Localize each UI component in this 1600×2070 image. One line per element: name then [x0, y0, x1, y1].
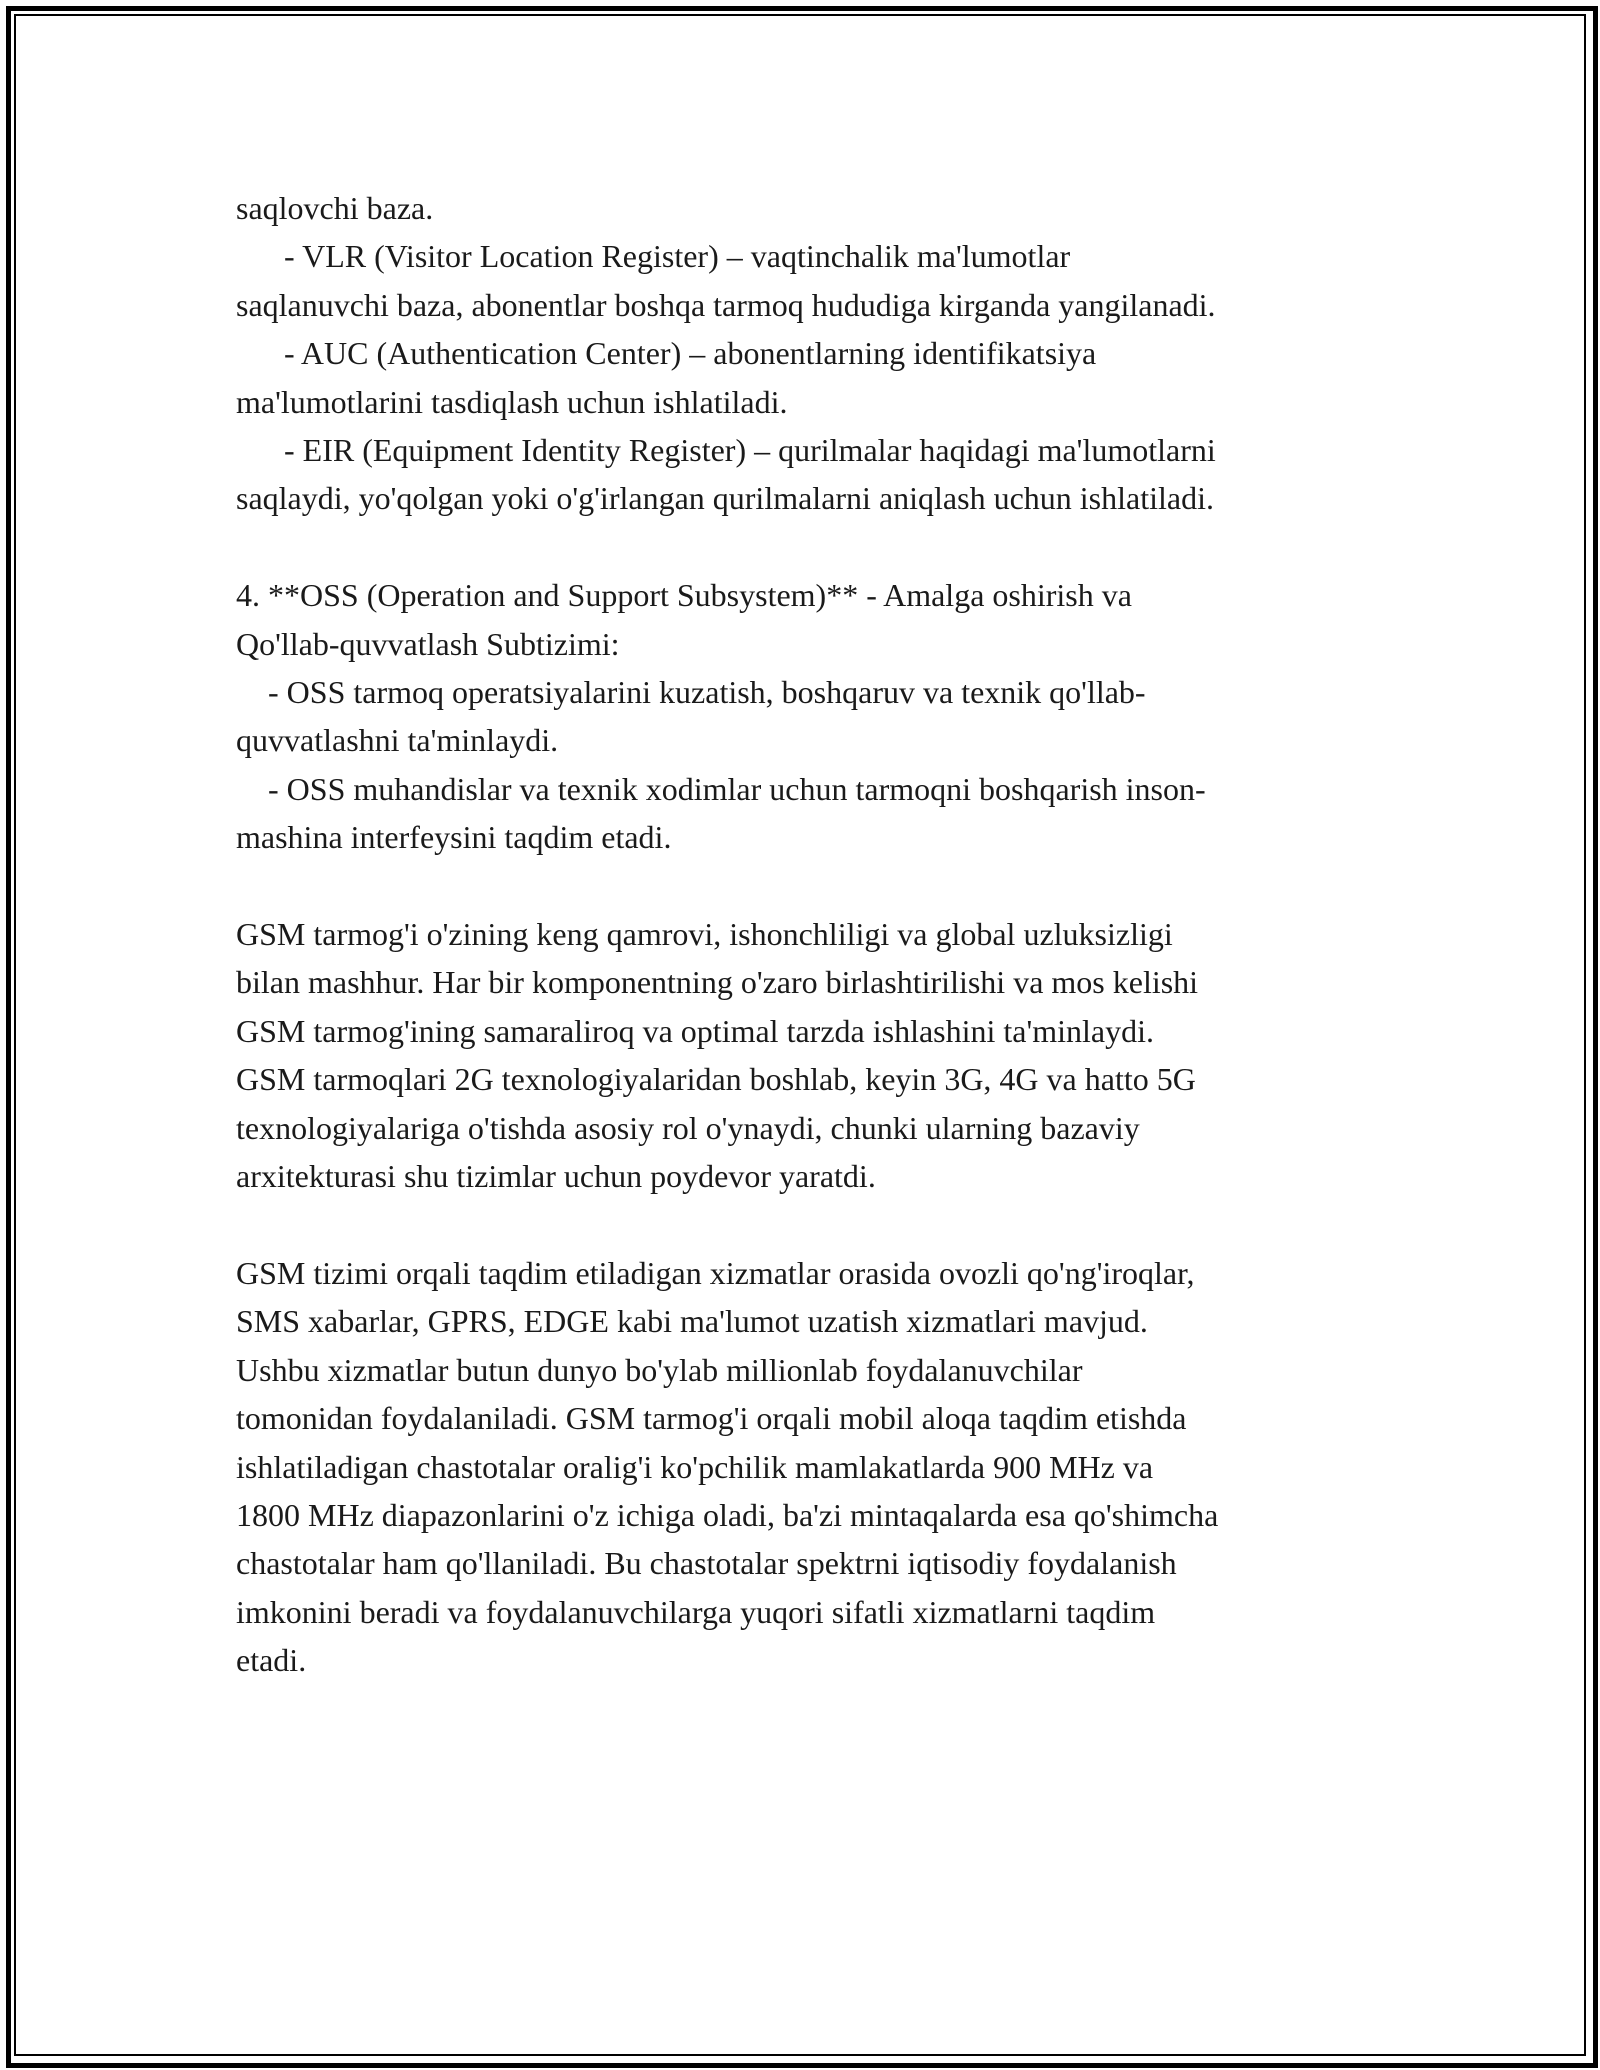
paragraph-line: imkonini beradi va foydalanuvchilarga yuqori sifatli xizmatlarni taqdim: [236, 1593, 1156, 1630]
paragraph-line: GSM tarmog'i o'zining keng qamrovi, ishonchliligi va global uzluksizligi: [236, 916, 1173, 953]
paragraph-line: ishlatiladigan chastotalar oralig'i ko'pchilik mamlakatlarda 900 MHz va: [236, 1448, 1154, 1485]
text-line: Qo'llab-quvvatlash Subtizimi:: [236, 625, 620, 662]
paragraph-line: bilan mashhur. Har bir komponentning o'zaro birlashtirilishi va mos kelishi: [236, 964, 1199, 1001]
text-line: ma'lumotlarini tasdiqlash uchun ishlatiladi.: [236, 383, 788, 420]
paragraph-line: GSM tarmoqlari 2G texnologiyalaridan boshlab, keyin 3G, 4G va hatto 5G: [236, 1061, 1196, 1098]
paragraph-line: arxitekturasi shu tizimlar uchun poydevor yaratdi.: [236, 1158, 876, 1195]
paragraph-line: chastotalar ham qo'llaniladi. Bu chastotalar spektrni iqtisodiy foydalanish: [236, 1545, 1177, 1582]
paragraph-line: texnologiyalariga o'tishda asosiy rol o'ynaydi, chunki ularning bazaviy: [236, 1109, 1140, 1146]
paragraph-line: GSM tizimi orqali taqdim etiladigan xizmatlar orasida ovozli qo'ng'iroqlar,: [236, 1254, 1195, 1291]
paragraph-gap: [236, 862, 1376, 910]
document-body: [236, 184, 1376, 1685]
paragraph-line: Ushbu xizmatlar butun dunyo bo'ylab millionlab foydalanuvchilar: [236, 1351, 1083, 1388]
paragraph-gap: [236, 523, 1376, 571]
oss-heading-line: 4. **OSS (Operation and Support Subsystem)** - Amalga oshirish va: [236, 577, 1132, 614]
text-line: quvvatlashni ta'minlaydi.: [236, 722, 559, 759]
text-line: saqlaydi, yo'qolgan yoki o'g'irlangan qurilmalarni aniqlash uchun ishlatiladi.: [236, 480, 1214, 517]
oss-item-line: - OSS tarmoq operatsiyalarini kuzatish, boshqaruv va texnik qo'llab-: [236, 674, 1146, 711]
text-line: saqlanuvchi baza, abonentlar boshqa tarmoq hududiga kirganda yangilanadi.: [236, 286, 1216, 323]
auc-item-line: - AUC (Authentication Center) – abonentlarning identifikatsiya: [236, 335, 1097, 372]
paragraph-line: GSM tarmog'ining samaraliroq va optimal tarzda ishlashini ta'minlaydi.: [236, 1012, 1155, 1049]
paragraph-gap: [236, 1201, 1376, 1249]
text-line: mashina interfeysini taqdim etadi.: [236, 819, 672, 856]
oss-item-line: - OSS muhandislar va texnik xodimlar uchun tarmoqni boshqarish inson-: [236, 770, 1206, 807]
vlr-item-line: - VLR (Visitor Location Register) – vaqtinchalik ma'lumotlar: [236, 238, 1071, 275]
paragraph-line: 1800 MHz diapazonlarini o'z ichiga oladi, ba'zi mintaqalarda esa qo'shimcha: [236, 1496, 1219, 1533]
paragraph-line: SMS xabarlar, GPRS, EDGE kabi ma'lumot uzatish xizmatlari mavjud.: [236, 1303, 1148, 1340]
text-line: saqlovchi baza.: [236, 190, 434, 226]
eir-item-line: - EIR (Equipment Identity Register) – qurilmalar haqidagi ma'lumotlarni: [236, 432, 1216, 469]
paragraph-line: etadi.: [236, 1642, 307, 1679]
paragraph-line: tomonidan foydalaniladi. GSM tarmog'i orqali mobil aloqa taqdim etishda: [236, 1400, 1187, 1437]
